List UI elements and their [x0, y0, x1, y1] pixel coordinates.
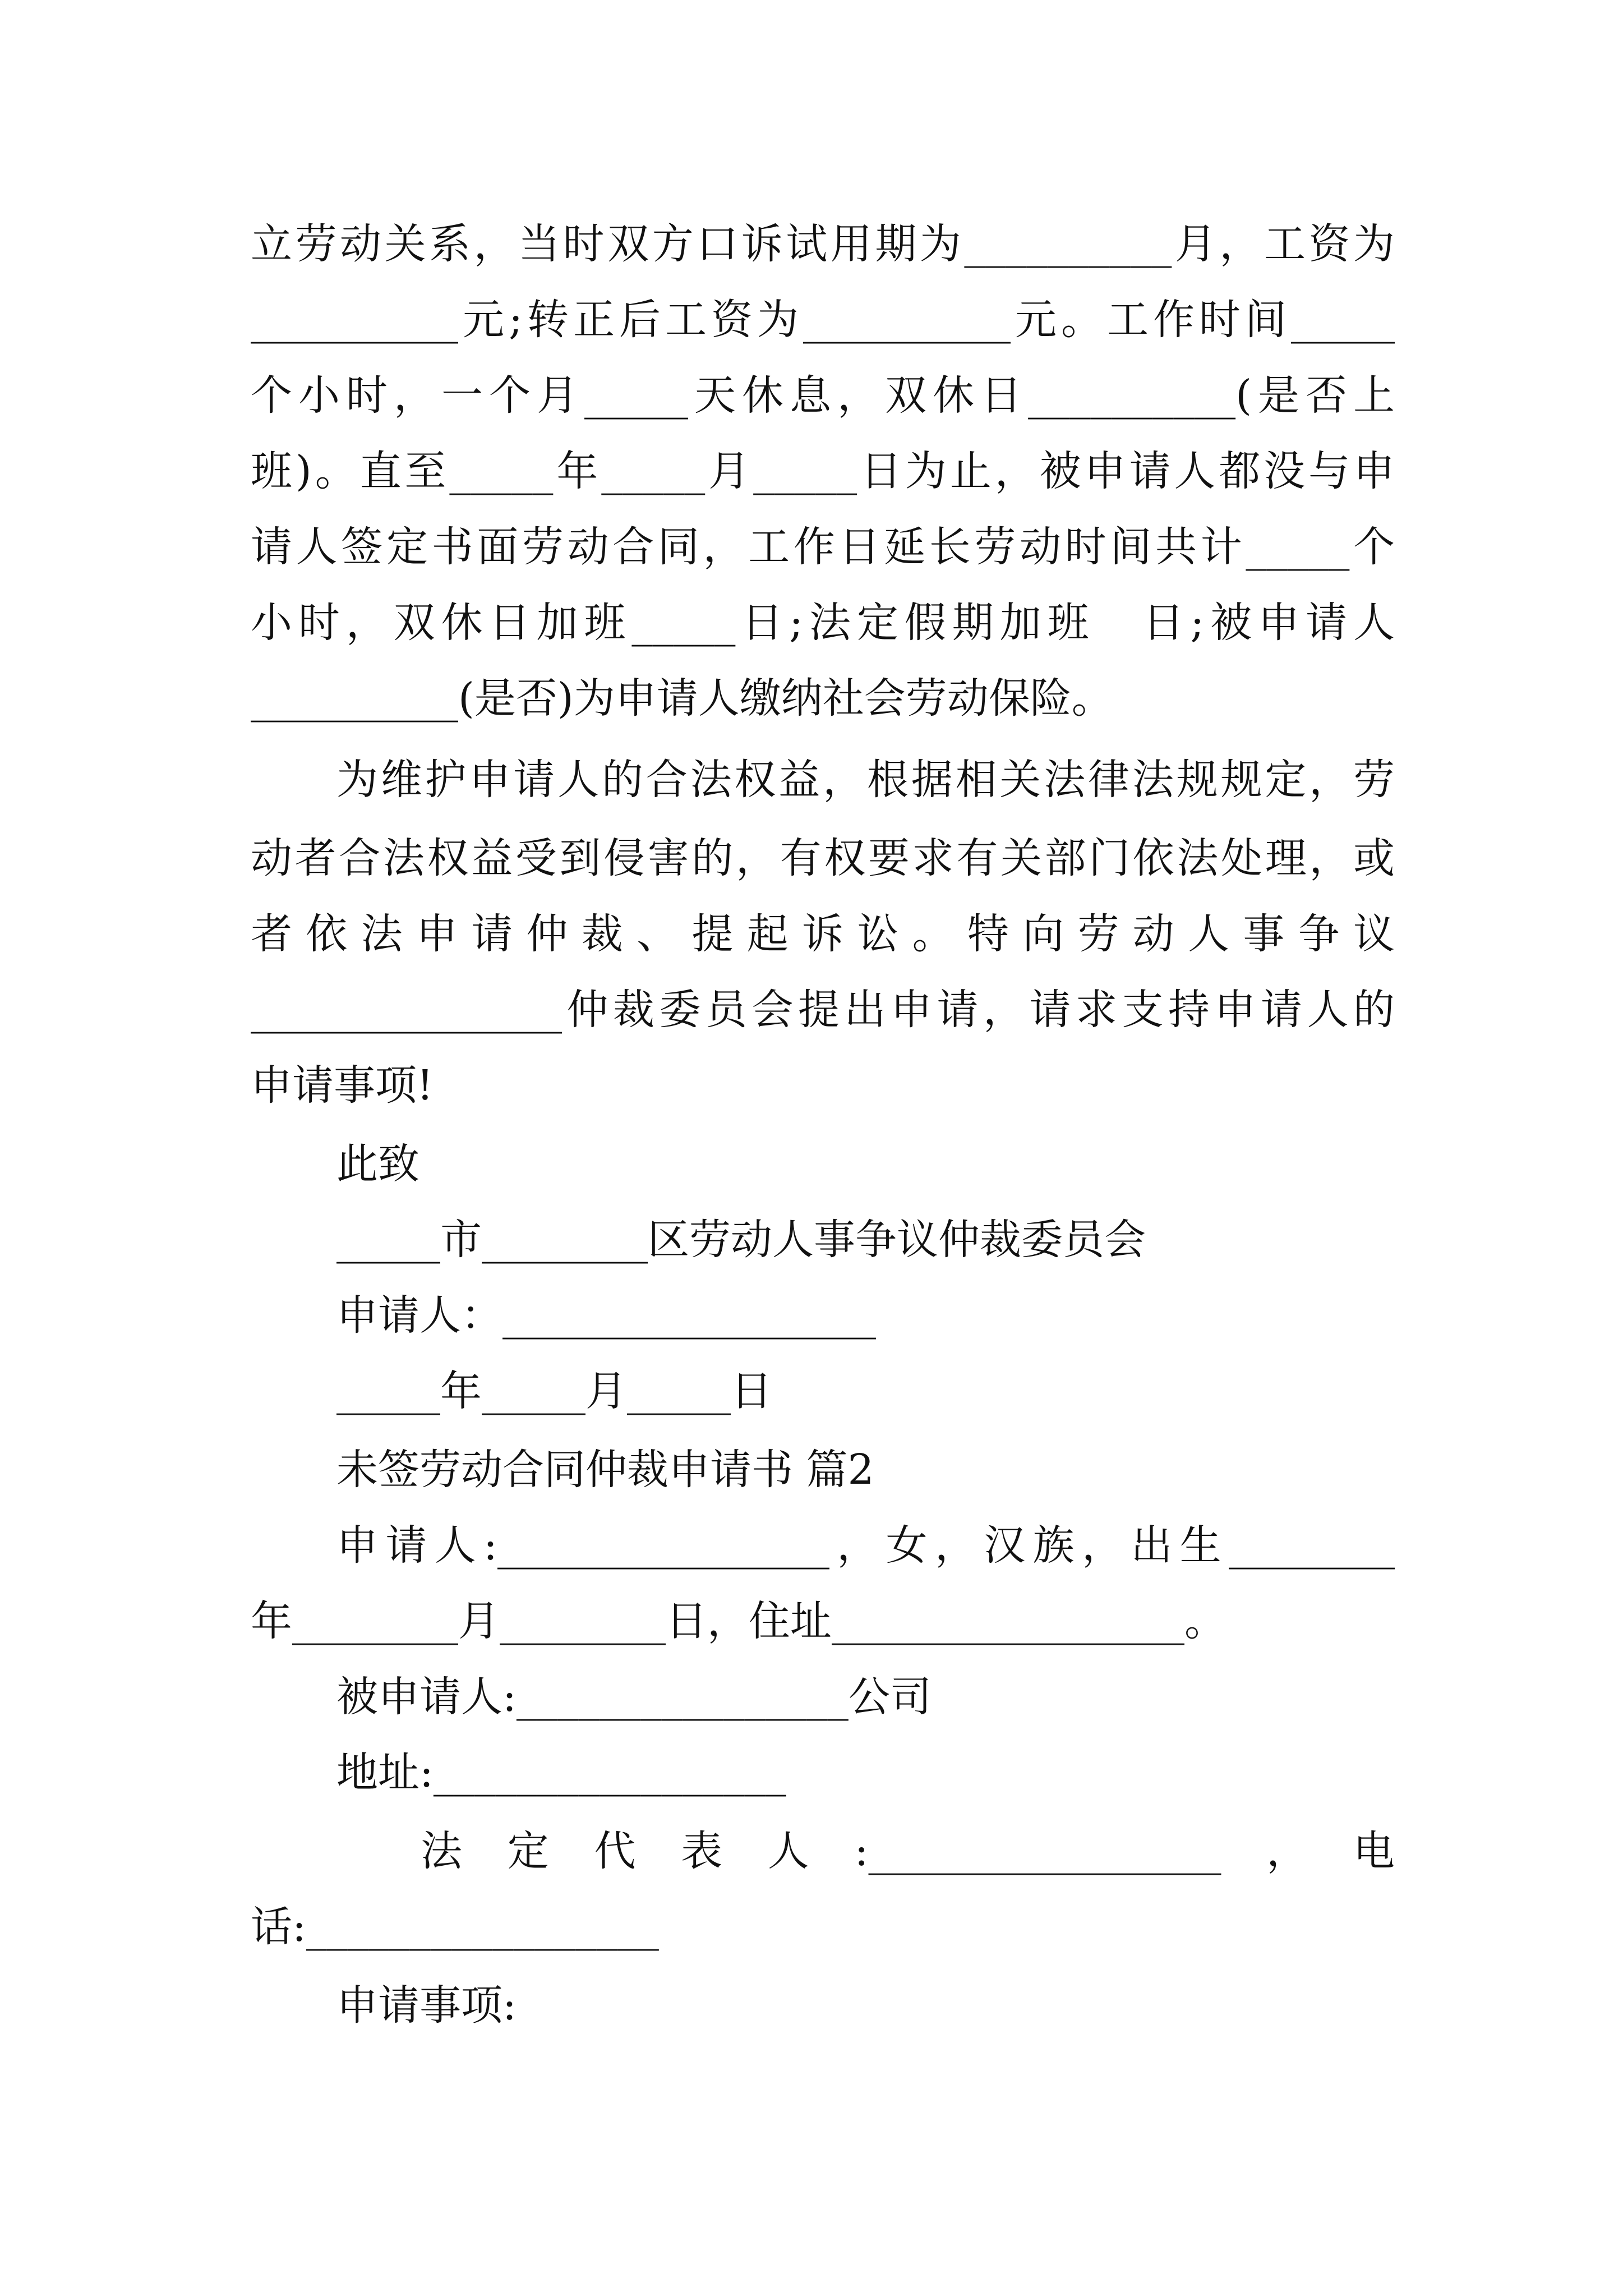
paragraph-2-line-5: 申请事项! [251, 1061, 434, 1110]
respondent-line: 被申请人:________________公司 [336, 1673, 932, 1721]
text-line-2: __________元;转正后工资为__________元。工作时间_____ [251, 296, 1395, 344]
paragraph-2-line-2: 动者合法权益受到侵害的，有权要求有关部门依法处理，或 [251, 834, 1395, 882]
section-title: 未签劳动合同仲裁申请书 篇2 [336, 1446, 874, 1494]
text-line-5: 请人签定书面劳动合同，工作日延长劳动时间共计_____个 [251, 523, 1395, 571]
text-line-6: 小时，双休日加班_____日;法定假期加班 日;被申请人 [251, 599, 1395, 647]
text-line-4: 班)。直至_____年_____月_____日为止，被申请人都没与申 [251, 447, 1395, 495]
signature-date: _____年_____月_____日 [336, 1367, 772, 1415]
text-line-3: 个小时，一个月_____天休息，双休日__________(是否上 [251, 371, 1395, 420]
paragraph-2-line-4: _______________仲裁委员会提出申请，请求支持申请人的 [251, 986, 1395, 1034]
text-line-7: __________(是否)为申请人缴纳社会劳动保险。 [251, 674, 1113, 723]
birth-address-line: 年________月________日，住址_________________。 [251, 1597, 1226, 1645]
address-line: 地址:_________________ [336, 1749, 786, 1797]
recipient-committee: _____市________区劳动人事争议仲裁委员会 [336, 1216, 1146, 1264]
applicant-line: 申请人:________________，女，汉族，出生________ [336, 1521, 1395, 1570]
text-line-1: 立劳动关系，当时双方口诉试用期为__________月，工资为 [251, 220, 1395, 268]
salutation: 此致 [336, 1140, 419, 1188]
application-items-heading: 申请事项: [336, 1981, 517, 2030]
paragraph-2-line-3: 者依法申请仲裁、提起诉讼。特向劳动人事争议 [251, 910, 1395, 958]
legal-representative-line: 法定代表人:_________________，电 [421, 1827, 1395, 1875]
paragraph-2-line-1: 为维护申请人的合法权益，根据相关法律法规规定，劳 [336, 756, 1395, 804]
phone-line: 话:_________________ [251, 1903, 659, 1951]
applicant-signature: 申请人：__________________ [336, 1291, 876, 1340]
